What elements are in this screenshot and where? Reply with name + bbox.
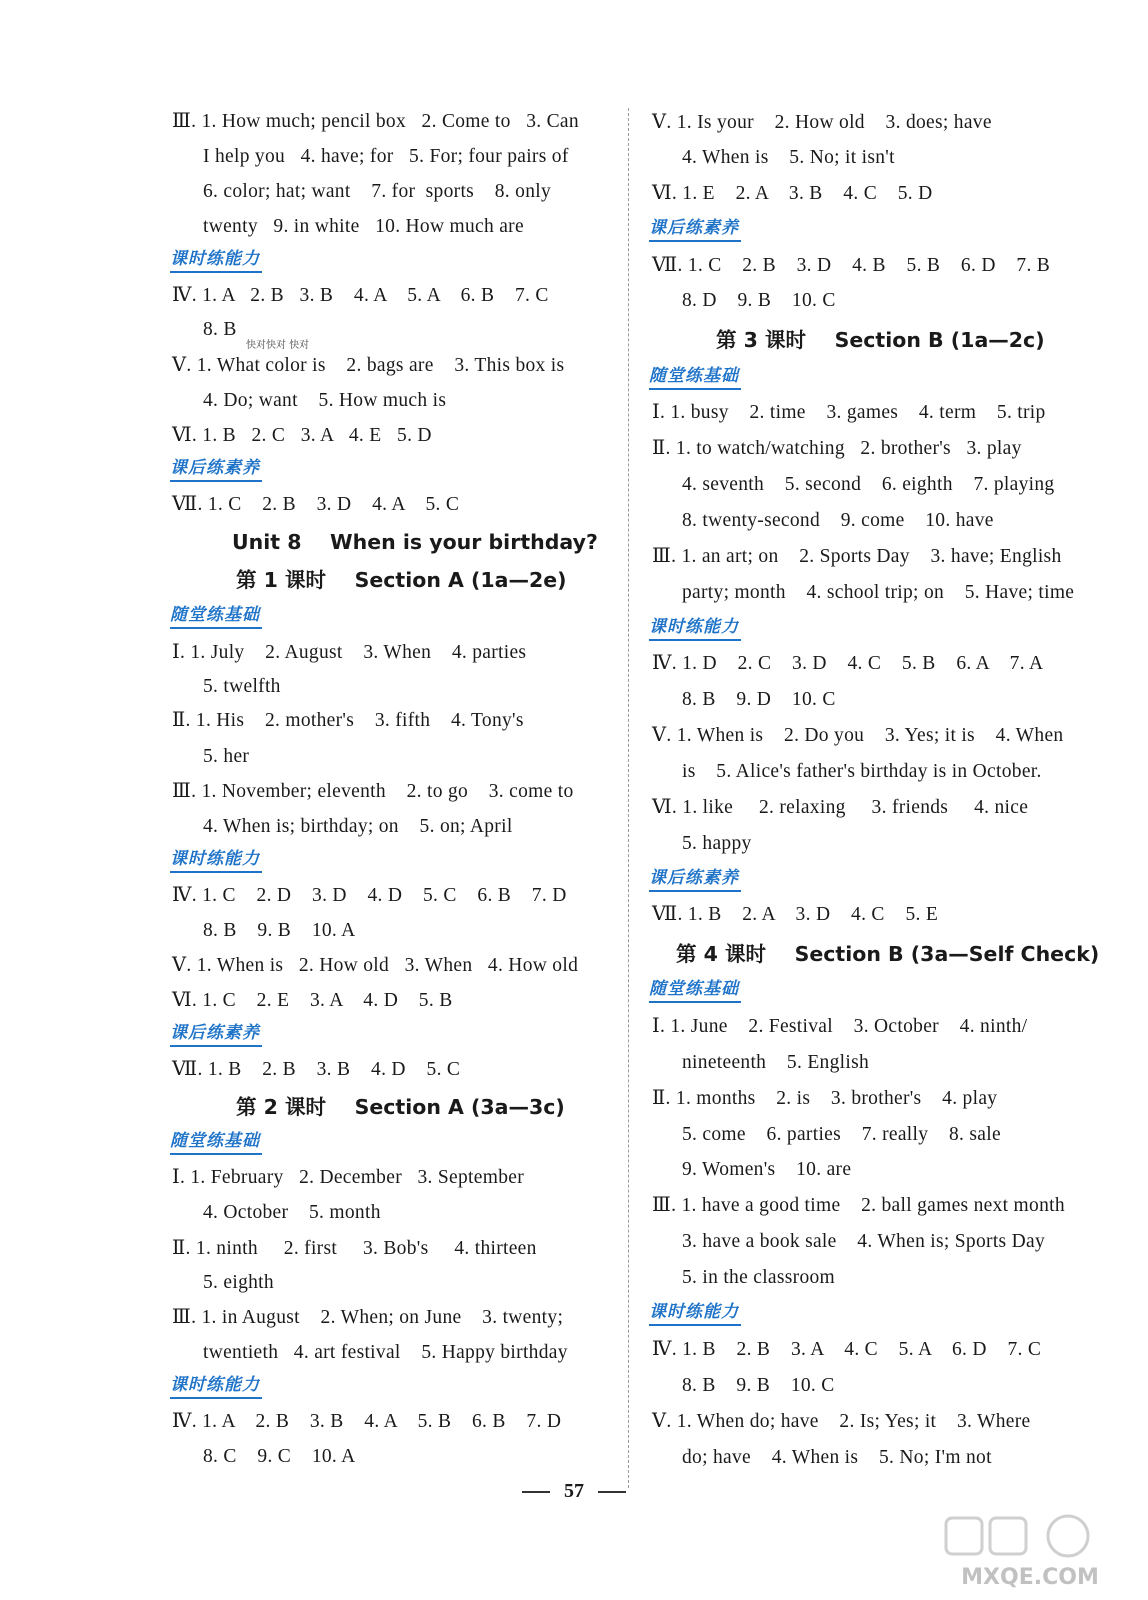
answer-line: Ⅰ. 1. June 2. Festival 3. October 4. ninth/ xyxy=(652,1016,1028,1037)
section-label: 课时练能力 xyxy=(649,1301,741,1326)
section-label: 课时练能力 xyxy=(170,1374,262,1399)
answer-line: Ⅳ. 1. B 2. B 3. A 4. C 5. A 6. D 7. C xyxy=(652,1339,1042,1360)
section-label: 课后练素养 xyxy=(170,457,262,482)
answer-line: 8. C 9. C 10. A xyxy=(203,1446,356,1467)
answer-line: 8. B xyxy=(203,319,237,340)
answer-line: Ⅱ. 1. His 2. mother's 3. fifth 4. Tony's xyxy=(172,710,524,731)
watermark-logo xyxy=(938,1512,1118,1592)
answer-line: 8. twenty-second 9. come 10. have xyxy=(682,510,994,531)
answer-line: 4. When is; birthday; on 5. on; April xyxy=(203,816,513,837)
lesson-heading: Unit 8 When is your birthday? xyxy=(232,530,598,554)
answer-line: 5. her xyxy=(203,746,250,767)
answer-line: 4. Do; want 5. How much is xyxy=(203,390,447,411)
answer-line: 9. Women's 10. are xyxy=(682,1159,852,1180)
section-label: 课时练能力 xyxy=(649,616,741,641)
answer-line: Ⅲ. 1. in August 2. When; on June 3. twenty; xyxy=(172,1307,564,1328)
answer-line: Ⅶ. 1. B 2. A 3. D 4. C 5. E xyxy=(652,904,939,925)
answer-line: 8. D 9. B 10. C xyxy=(682,290,836,311)
watermark-text: MXQE.COM xyxy=(961,1565,1099,1590)
answer-line: Ⅴ. 1. When do; have 2. Is; Yes; it 3. Where xyxy=(652,1411,1031,1432)
answer-line: Ⅵ. 1. E 2. A 3. B 4. C 5. D xyxy=(652,183,933,204)
answer-line: Ⅲ. 1. have a good time 2. ball games next month xyxy=(652,1195,1065,1216)
answer-line: Ⅲ. 1. an art; on 2. Sports Day 3. have; English xyxy=(652,546,1062,567)
answer-line: Ⅱ. 1. months 2. is 3. brother's 4. play xyxy=(652,1088,998,1109)
answer-line: 5. happy xyxy=(682,833,752,854)
answer-line: is 5. Alice's father's birthday is in October. xyxy=(682,761,1042,782)
section-label: 课时练能力 xyxy=(170,248,262,273)
answer-line: 5. in the classroom xyxy=(682,1267,836,1288)
answer-line: 5. twelfth xyxy=(203,676,281,697)
section-label: 课后练素养 xyxy=(170,1022,262,1047)
section-label: 随堂练基础 xyxy=(170,604,262,629)
lesson-heading: 第 4 课时 Section B (3a—Self Check) xyxy=(676,942,1100,966)
answer-line: Ⅰ. 1. July 2. August 3. When 4. parties xyxy=(172,642,527,663)
answer-line: 8. B 9. D 10. C xyxy=(682,689,836,710)
answer-line: 4. When is 5. No; it isn't xyxy=(682,147,895,168)
lesson-heading: 第 2 课时 Section A (3a—3c) xyxy=(236,1095,565,1119)
answer-line: Ⅳ. 1. D 2. C 3. D 4. C 5. B 6. A 7. A xyxy=(652,653,1044,674)
answer-line: Ⅶ. 1. B 2. B 3. B 4. D 5. C xyxy=(172,1059,461,1080)
lesson-heading: 第 3 课时 Section B (1a—2c) xyxy=(716,328,1045,352)
answer-line: Ⅶ. 1. C 2. B 3. D 4. A 5. C xyxy=(172,494,460,515)
answer-line: Ⅵ. 1. B 2. C 3. A 4. E 5. D xyxy=(172,425,432,446)
answer-line: 6. color; hat; want 7. for sports 8. only xyxy=(203,181,552,202)
answer-line: Ⅲ. 1. November; eleventh 2. to go 3. come to xyxy=(172,781,574,802)
section-label: 课时练能力 xyxy=(170,848,262,873)
answer-line: Ⅵ. 1. C 2. E 3. A 4. D 5. B xyxy=(172,990,453,1011)
answer-line: I help you 4. have; for 5. For; four pairs of xyxy=(203,146,569,167)
answer-line: Ⅴ. 1. What color is 2. bags are 3. This box is xyxy=(172,355,565,376)
answer-line: 4. seventh 5. second 6. eighth 7. playing xyxy=(682,474,1055,495)
page-number-value: 57 xyxy=(564,1480,584,1502)
answer-line: Ⅱ. 1. to watch/watching 2. brother's 3. play xyxy=(652,438,1022,459)
answer-line: Ⅴ. 1. When is 2. Do you 3. Yes; it is 4. When xyxy=(652,725,1064,746)
answer-line: Ⅳ. 1. A 2. B 3. B 4. A 5. B 6. B 7. D xyxy=(172,1411,562,1432)
answer-line: Ⅰ. 1. busy 2. time 3. games 4. term 5. trip xyxy=(652,402,1046,423)
answer-line: Ⅳ. 1. A 2. B 3. B 4. A 5. A 6. B 7. C xyxy=(172,285,549,306)
page-number xyxy=(0,1480,1148,1503)
answer-line: Ⅵ. 1. like 2. relaxing 3. friends 4. nice xyxy=(652,797,1029,818)
answer-line: party; month 4. school trip; on 5. Have; time xyxy=(682,582,1075,603)
column-divider xyxy=(628,108,629,1488)
answer-line: twenty 9. in white 10. How much are xyxy=(203,216,524,237)
answer-line: do; have 4. When is 5. No; I'm not xyxy=(682,1447,992,1468)
answer-line: Ⅰ. 1. February 2. December 3. September xyxy=(172,1167,524,1188)
answer-line: Ⅱ. 1. ninth 2. first 3. Bob's 4. thirteen xyxy=(172,1238,537,1259)
section-label: 随堂练基础 xyxy=(649,978,741,1003)
answer-line: nineteenth 5. English xyxy=(682,1052,870,1073)
answer-line: 8. B 9. B 10. A xyxy=(203,920,356,941)
handwritten-note: 快对快对 快对 xyxy=(246,340,310,351)
lesson-heading: 第 1 课时 Section A (1a—2e) xyxy=(236,568,567,592)
answer-line: Ⅶ. 1. C 2. B 3. D 4. B 5. B 6. D 7. B xyxy=(652,255,1051,276)
answer-line: 5. eighth xyxy=(203,1272,274,1293)
answer-line: twentieth 4. art festival 5. Happy birthday xyxy=(203,1342,568,1363)
section-label: 课后练素养 xyxy=(649,867,741,892)
section-label: 随堂练基础 xyxy=(649,365,741,390)
section-label: 随堂练基础 xyxy=(170,1130,262,1155)
answer-line: Ⅴ. 1. Is your 2. How old 3. does; have xyxy=(652,112,992,133)
answer-line: 5. come 6. parties 7. really 8. sale xyxy=(682,1124,1001,1145)
section-label: 课后练素养 xyxy=(649,217,741,242)
answer-line: Ⅳ. 1. C 2. D 3. D 4. D 5. C 6. B 7. D xyxy=(172,885,567,906)
answer-line: 8. B 9. B 10. C xyxy=(682,1375,835,1396)
answer-line: Ⅴ. 1. When is 2. How old 3. When 4. How old xyxy=(172,955,579,976)
answer-line: 4. October 5. month xyxy=(203,1202,381,1223)
answer-line: Ⅲ. 1. How much; pencil box 2. Come to 3. Can xyxy=(172,111,579,132)
answer-line: 3. have a book sale 4. When is; Sports Day xyxy=(682,1231,1045,1252)
